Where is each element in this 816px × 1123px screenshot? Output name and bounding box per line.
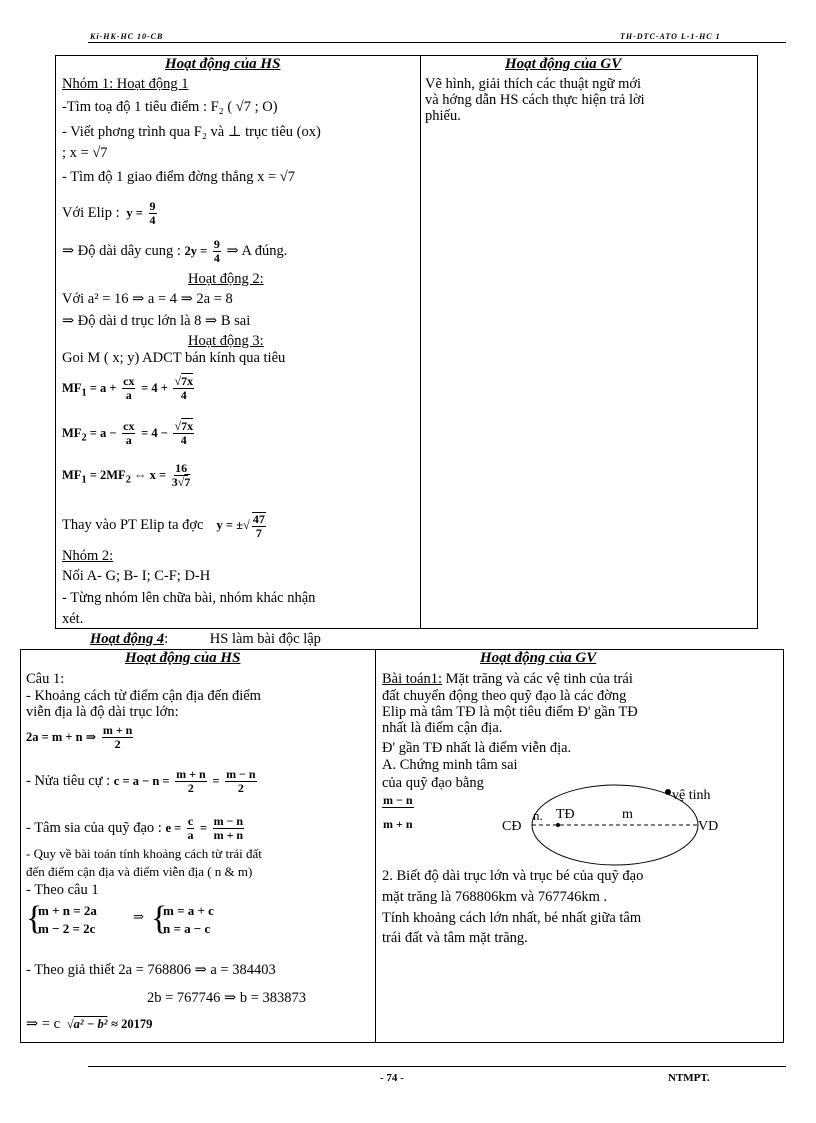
header-right: TH-DTC-ATO L-1-HC 1 <box>620 32 721 41</box>
hs-line-3: ; x = √7 <box>62 145 108 161</box>
t2-hs-11: ⇒ = c √a² − b² ≈ 20179 <box>26 1016 153 1032</box>
t2-gv-3: Elip mà tâm TĐ là một tiêu điểm Đ' gần TĐ <box>382 704 638 720</box>
c-value: ≈ 20179 <box>111 1017 153 1031</box>
formula-2a: 2a = m + n ⇒ $\frac{m + n}{2}$ <box>26 723 133 751</box>
t2-hs-6: - Quy về bài toán tính khoảng cách từ trái đất <box>26 846 262 861</box>
hs-line-8: ⇒ Độ dài d trục lớn là 8 ⇒ B sai <box>62 313 251 329</box>
gv-text-2: và hớng dẫn HS cách thực hiện trả lời <box>425 92 645 108</box>
hs-line-9: Goi M ( x; y) ADCT bán kính qua tiêu <box>62 350 286 366</box>
t2-hs-4: - Nửa tiêu cự : c = a − n = $\frac{m + n}{2}$ = $\frac{m - n}{2}$ <box>26 767 256 795</box>
header-rule <box>88 42 786 43</box>
t2-gv-6: A. Chứng minh tâm sai <box>382 757 518 773</box>
footer-author: NTMPT. <box>668 1072 710 1084</box>
group2-heading: Nhóm 2: <box>62 548 114 564</box>
satellite-dot <box>665 789 671 795</box>
label-n: n. <box>533 808 543 823</box>
hs-line-5 <box>62 200 159 227</box>
label-vd: VD <box>698 819 719 834</box>
elip-label: Với Elip : <box>62 204 120 221</box>
page-number: - 74 - <box>380 1072 404 1084</box>
formula-mf2: $MF_2 = a$ − $\frac{cx}{a}$ = 4 − $\frac{√7x}{4}$ <box>62 419 194 447</box>
c-label: ⇒ = c <box>26 1016 61 1032</box>
formula-y-result: y = ±√ $\frac{47}{7}$ <box>207 512 265 540</box>
t2-hs-7: đến điểm cận địa và điểm viễn địa ( n & m) <box>26 864 253 879</box>
formula-eccentricity: $\frac{m - n}{m + n}$ <box>383 793 413 831</box>
problem-text: Mặt trăng và các vệ tinh của trái <box>442 671 633 687</box>
act3-heading: Hoạt động 3: <box>188 333 264 349</box>
hs-line-7: Với a² = 16 ⇒ a = 4 ⇒ 2a = 8 <box>62 291 233 307</box>
formula-mf1: $MF_1 = a$ + $\frac{cx}{a}$ = 4 + $\frac{√7x}{4}$ <box>62 374 194 402</box>
substitute-label: Thay vào PT Elip ta đợc <box>62 516 204 533</box>
t2-gv-11: trái đất và tâm mặt trăng. <box>382 930 528 946</box>
footer-rule <box>88 1066 786 1067</box>
t2-gv-8: 2. Biết độ dài trục lớn và trục bé của quỹ đạo <box>382 868 644 884</box>
t2-hs-3: viễn địa là độ dài trục lớn: <box>26 704 179 720</box>
header-left: Ki-HK-HC 10-CB <box>90 32 164 41</box>
label-m: m <box>622 807 633 822</box>
t2-hs-5: - Tâm sia của quỹ đạo : e = $\frac{c}{a}$ = $\frac{m - n}{m + n}$ <box>26 814 244 842</box>
hs-line-10 <box>62 512 268 540</box>
label-vetinh: vệ tinh <box>672 788 711 803</box>
t2-hs-8: - Theo câu 1 <box>26 882 99 898</box>
hs-line-1: -Tìm toạ độ 1 tiêu điểm : F₂ ( √7 ; O) <box>62 99 278 115</box>
table2-gv-title: Hoạt động của GV <box>480 650 597 666</box>
chord-result: ⇒ A đúng. <box>226 242 288 259</box>
label-cd: CĐ <box>502 819 522 834</box>
table2-divider <box>375 649 376 1043</box>
half-focal-label: - Nửa tiêu cự : <box>26 772 111 789</box>
table1 <box>55 55 758 629</box>
act4-text: HS làm bài độc lập <box>209 631 321 647</box>
t2-gv-4: nhất là điểm cận địa. <box>382 720 503 736</box>
t2-gv-1 <box>382 671 633 687</box>
problem-label: Bài toán1: <box>382 671 443 687</box>
table2-hs-title: Hoạt động của HS <box>125 650 241 666</box>
earth-focus <box>556 823 560 827</box>
hs-line-11: Nối A- G; B- I; C-F; D-H <box>62 568 211 584</box>
hs-line-12: - Từng nhóm lên chữa bài, nhóm khác nhận <box>62 590 316 606</box>
act4-title: Hoạt động 4 <box>90 631 165 647</box>
t2-gv-9: mặt trăng là 768806km và 767746km . <box>382 889 608 905</box>
act4-row: Hoạt động 4: HS làm bài độc lập <box>90 631 321 647</box>
gv-text-3: phiếu. <box>425 108 461 124</box>
hs-line-2: - Viết phơng trình qua F₂ và ⊥ trục tiêu (ox) <box>62 124 321 140</box>
formula-chord-frac: $\frac{9}{4}$ <box>213 237 220 265</box>
t2-gv-7: của quỹ đạo bằng <box>382 775 484 791</box>
table1-hs-title: Hoạt động của HS <box>165 56 281 72</box>
t2-hs-10: 2b = 767746 ⇒ b = 383873 <box>147 990 307 1006</box>
hs-line-4: - Tìm độ 1 giao điểm đờng thẳng x = √7 <box>62 169 295 185</box>
table1-gv-title: Hoạt động của GV <box>505 56 622 72</box>
t2-gv-5: Đ' gần TĐ nhất là điểm viễn địa. <box>382 740 572 756</box>
hs-line-13: xét. <box>62 611 84 627</box>
t2-hs-2: - Khoảng cách từ điểm cận địa đến điểm <box>26 688 261 704</box>
orbit-diagram <box>500 780 740 870</box>
table1-divider <box>420 55 421 629</box>
act2-heading: Hoạt động 2: <box>188 271 264 287</box>
formula-mf-eq: $MF_1 = 2MF_2$ ⇔ x = $\frac{16}{3√7}$ <box>62 461 191 489</box>
gv-text-1: Vẽ hình, giải thích các thuật ngữ mới <box>425 76 642 92</box>
chord-label: ⇒ Độ dài dây cung : <box>62 242 181 259</box>
t2-gv-10: Tính khoảng cách lớn nhất, bé nhất giữa tâm <box>382 910 642 926</box>
formula-y: y = <box>123 205 143 220</box>
t2-hs-9: - Theo giả thiết 2a = 768806 ⇒ a = 384403 <box>26 962 276 978</box>
formula-2y: 2y = <box>184 243 208 258</box>
formula-9-4: $\frac{9}{4}$ <box>149 199 156 227</box>
group1-heading: Nhóm 1: Hoạt động 1 <box>62 76 189 92</box>
label-td: TĐ <box>556 807 575 822</box>
hs-line-6 <box>62 238 287 265</box>
eccentricity-label: - Tâm sia của quỹ đạo : <box>26 819 162 836</box>
t2-gv-2: đất chuyển động theo quỹ đạo là các đờng <box>382 688 627 704</box>
t2-hs-1: Câu 1: <box>26 671 65 687</box>
